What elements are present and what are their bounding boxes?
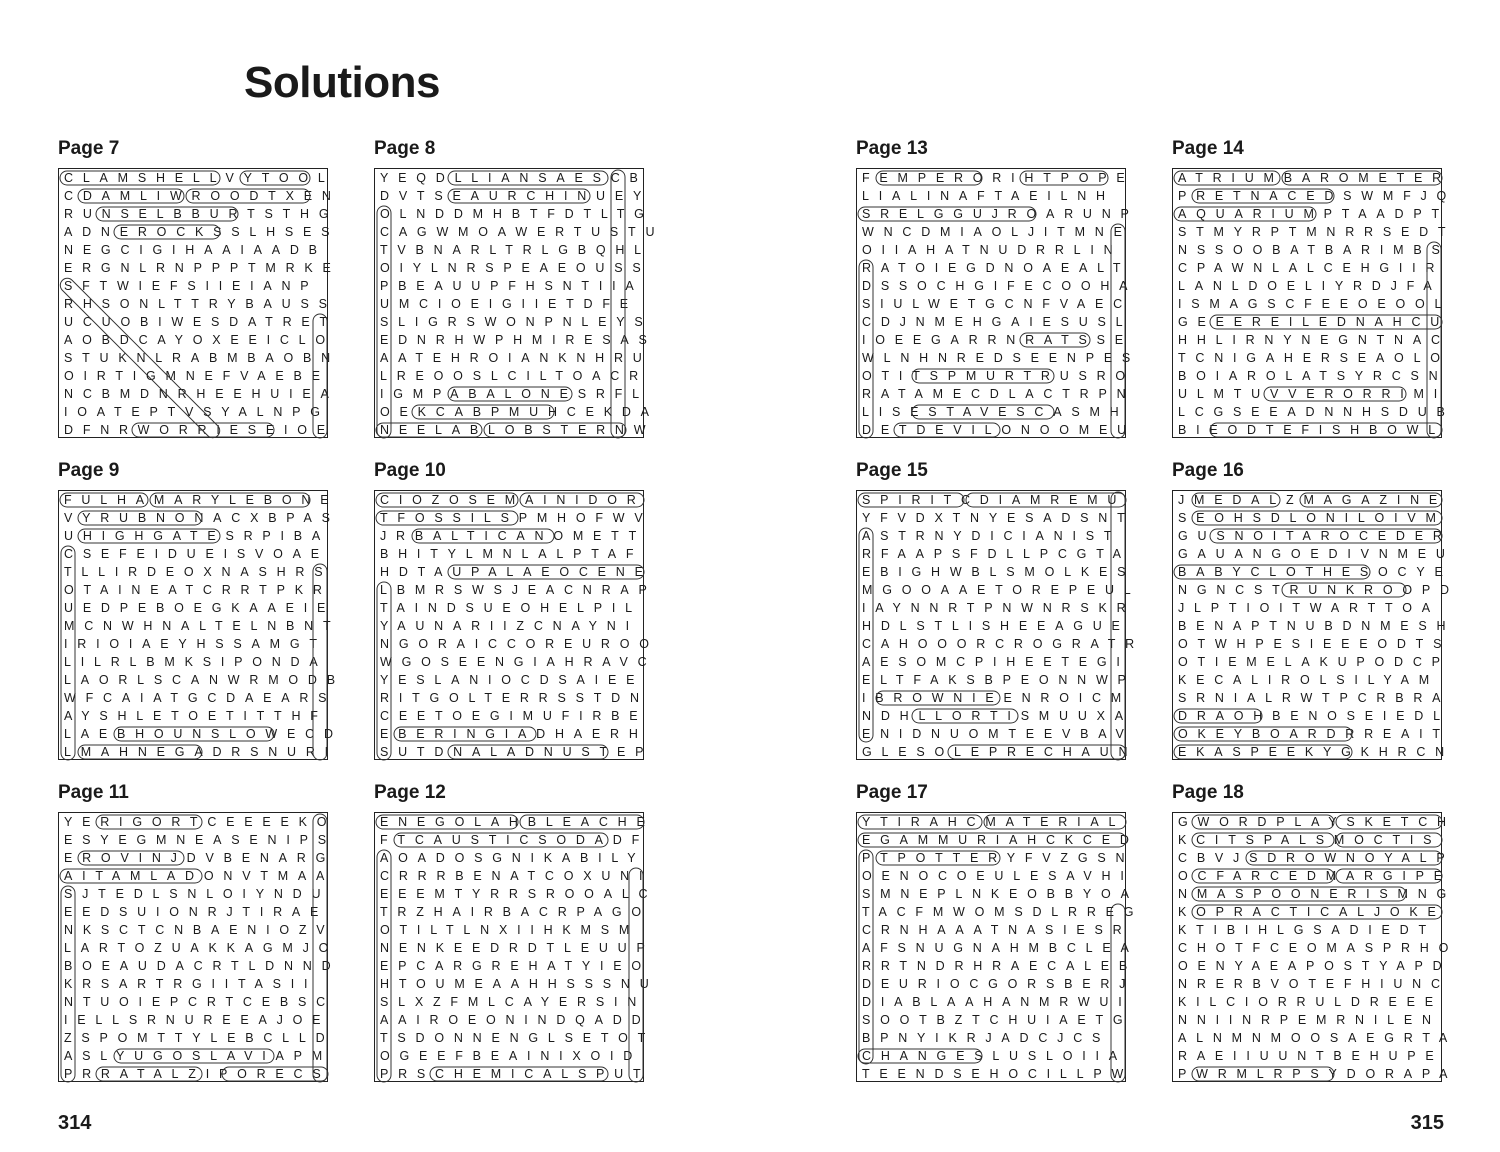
grid-row: GLESOLEPRECHAUN: [862, 745, 1138, 759]
grid-row: YTIRAHCMATERIAL: [862, 815, 1126, 829]
grid-row: EKASPEEKYGKHRCN: [1178, 745, 1454, 759]
grid-row: OCFARCEDMARGIPE: [1178, 869, 1452, 883]
puzzle-block: [856, 782, 1144, 1082]
grid-row: EROVINJDVBENARG: [64, 851, 336, 865]
grid-row: AOADOSGNIKABILY: [380, 851, 646, 865]
grid-row: RITGOLTERRSSTDN: [380, 691, 649, 705]
grid-row: LISESTAVESCASMH: [862, 405, 1129, 419]
grid-row: JRBALTICANOMETT: [380, 529, 647, 543]
puzzle-title: Page 18: [1172, 782, 1244, 803]
grid-row: ULMTUVVERORRIMI: [1178, 387, 1448, 401]
grid-row: HHLIRNYNEGNTNAC: [1178, 333, 1450, 347]
puzzle-title: Page 16: [1172, 460, 1244, 481]
grid-row: OTAINEATCRRTPKR: [64, 583, 332, 597]
grid-row: TSDONNENGLSETOT: [380, 1031, 656, 1045]
grid-row: YFVDXTNYESADSNT: [862, 511, 1135, 525]
grid-row: OIIAHATNUDRRLIN: [862, 243, 1123, 257]
grid-row: LILRLBMKSIPONDA: [64, 655, 328, 669]
grid-row: AAIROEONINDQADD: [380, 1013, 651, 1027]
puzzle-block: [1172, 138, 1457, 438]
grid-row: NEGCIGIHAAIAADB: [64, 243, 327, 257]
grid-row: BIEODTEFISHBOWL: [1178, 423, 1445, 437]
grid-row: GEEEREILEDNAHCU: [1178, 315, 1450, 329]
grid-row: ELTFAKSBPEONNWP: [862, 673, 1136, 687]
grid-row: OKEYBOARDRREAIT: [1178, 727, 1450, 741]
grid-row: PTPOTTERYFVZGSN: [862, 851, 1135, 865]
grid-row: NKSCTCNBAENIOZV: [64, 923, 335, 937]
word-search-grid: [856, 812, 1144, 1082]
grid-row: CHANGESLUSLOIIA: [862, 1049, 1127, 1063]
grid-row: BENAPTNUBDNMESH: [1178, 619, 1456, 633]
grid-row: NDHLLORTISMUUXA: [862, 709, 1133, 723]
grid-row: OEKCABPMUHCEKDA: [380, 405, 659, 419]
grid-row: DEURIOCGORSBERJ: [862, 977, 1136, 991]
grid-row: GWORDPLAYSKETCH: [1178, 815, 1456, 829]
grid-row: EDNRHWPHMIRESAS: [380, 333, 657, 347]
grid-row: RATAMECDLACTRPN: [862, 387, 1136, 401]
grid-row: SLIGRSWONPNLEYS: [380, 315, 653, 329]
grid-row: KRSARTRGIITASII: [64, 977, 318, 991]
grid-row: SIULWETGCNFVAEC: [862, 297, 1132, 311]
grid-row: HDLSTLISHEEAGUE: [862, 619, 1130, 633]
grid-row: CRNHAAATNASIESR: [862, 923, 1132, 937]
grid-row: EEEMTYRRSROOALC: [380, 887, 658, 901]
puzzle-block: [856, 138, 1141, 438]
grid-row: NSSOOBATBARIMBS: [1178, 243, 1450, 257]
grid-row: BABYCLOTHESOCYE: [1178, 565, 1453, 579]
grid-row: DSSOCHGIFECOOHA: [862, 279, 1138, 293]
grid-row: JLPTIOITWARTTOA: [1178, 601, 1440, 615]
page-title: Solutions: [244, 58, 440, 107]
grid-row: SLXZFMLCAYERSIN: [380, 995, 647, 1009]
grid-row: ZSPOMTTYLEBCLLD: [64, 1031, 335, 1045]
grid-row: ATRIUMBAROMETER: [1178, 171, 1451, 185]
grid-row: SUTDNALADNUSTEP: [380, 745, 654, 759]
grid-row: UHIGHGATESRPIBA: [64, 529, 331, 543]
grid-row: IRIOIAEYHSSAMGT: [64, 637, 327, 651]
word-search-grid: [1172, 812, 1459, 1082]
grid-row: AQUARIUMPTAADPT: [1178, 207, 1449, 221]
word-search-grid: [58, 168, 341, 438]
puzzle-block: [58, 460, 345, 760]
grid-row: IGMPABALONESRFL: [380, 387, 649, 401]
grid-row: AITAMLADONVTMAA: [64, 869, 335, 883]
grid-row: PRRATALZIPORECS: [64, 1067, 331, 1081]
grid-row: WGOSEENGIAHRAVC: [380, 655, 657, 669]
grid-row: UCUOBIWESDATRET: [64, 315, 337, 329]
grid-row: NEELABLOBSTERNW: [380, 423, 656, 437]
grid-row: SRNIALRWTPCRBRA: [1178, 691, 1451, 705]
grid-row: CAGWMOAWERTUSTU: [380, 225, 665, 239]
grid-row: PBEAUUPFHSNTIIA: [380, 279, 644, 293]
grid-row: EEDSUIONRJTIRAE: [64, 905, 329, 919]
puzzle-block: [856, 460, 1144, 760]
grid-row: LAEBHOUNSLOWECD: [64, 727, 343, 741]
grid-row: NMASPOONERISMNG: [1178, 887, 1457, 901]
grid-row: FULHAMARYLEBONE: [64, 493, 339, 507]
grid-row: AESOMCPIHEETEGI: [862, 655, 1130, 669]
grid-row: DVTSEAURCHINUEY: [380, 189, 652, 203]
grid-row: SFTWIEFSIIEIANP: [64, 279, 319, 293]
grid-row: NNIINRPEMRNILEN: [1178, 1013, 1441, 1027]
word-search-grid: [58, 490, 345, 760]
grid-row: ADNEROCKSSLHSES: [64, 225, 340, 239]
grid-row: KTIBIHLGSADIEDT: [1178, 923, 1436, 937]
grid-row: MCNWHNALTELNBNT: [64, 619, 341, 633]
grid-row: WFCAIATGCDAEARS: [64, 691, 337, 705]
grid-row: CDJNMEHGAIESUSL: [862, 315, 1133, 329]
grid-row: ERGNLRNPPPTMRKE: [64, 261, 341, 275]
grid-row: SMNEPLNKEOBBYOA: [862, 887, 1139, 901]
grid-row: SPIRITCDIAMREMU: [862, 493, 1127, 507]
grid-row: LREOOSLCILTOACR: [380, 369, 648, 383]
grid-row: ASTRNYDICIANIST: [862, 529, 1122, 543]
grid-row: LBMRSWSJEACNRAP: [380, 583, 657, 597]
word-search-grid: [374, 812, 659, 1082]
puzzle-title: Page 8: [374, 138, 436, 159]
grid-row: BPNYIKRJADCJCS: [862, 1031, 1111, 1045]
puzzle-block: [58, 782, 341, 1082]
puzzle-title: Page 13: [856, 138, 928, 159]
grid-row: CEETOEGIMUFIRBE: [380, 709, 648, 723]
grid-row: ISMAGSCFEEOEOOL: [1178, 297, 1452, 311]
grid-row: KECALIROLSILYAM: [1178, 673, 1439, 687]
grid-row: PRSCHEMICALSPUT: [380, 1067, 651, 1081]
grid-row: CPAWNLALCEHGIIR: [1178, 261, 1445, 275]
grid-row: SEOHSDLONILOIVM: [1178, 511, 1446, 525]
word-search-grid: [58, 812, 341, 1082]
puzzle-title: Page 14: [1172, 138, 1244, 159]
word-search-grid: [856, 168, 1141, 438]
grid-row: CBVJSDROWNOYALP: [1178, 851, 1455, 865]
grid-row: LIALINAFTAEILNH: [862, 189, 1115, 203]
puzzle-block: [374, 460, 659, 760]
grid-row: RAEIIUUNTBEHUPE: [1178, 1049, 1444, 1063]
grid-row: GAUANGOEDIVNMEU: [1178, 547, 1455, 561]
grid-row: TLLIRDEOXNASHRS: [64, 565, 333, 579]
grid-row: ESYEGMNEASENIPS: [64, 833, 336, 847]
grid-row: YAUNARIIZCNAYNI: [380, 619, 639, 633]
grid-row: HDTAUPALAEOCENE: [380, 565, 653, 579]
grid-row: SRELGGUJROARUNP: [862, 207, 1139, 221]
grid-row: PRETNACEDSWMFJQ: [1178, 189, 1457, 203]
grid-row: OTILTLNXIIHKMSM: [380, 923, 640, 937]
grid-row: TEENDSEHOCILLPW: [862, 1067, 1134, 1081]
grid-row: WNCDMIAOLJITMNE: [862, 225, 1132, 239]
grid-row: NRERBVOTEFHIUNC: [1178, 977, 1450, 991]
grid-row: IELLSRNUREEAJOE: [64, 1013, 331, 1027]
grid-row: DIABLAAHANMRWUI: [862, 995, 1132, 1009]
grid-row: EGAMMURIAHCKCED: [862, 833, 1139, 847]
grid-row: OIRTIGMNEFVAEBE: [64, 369, 330, 383]
grid-row: DETDEVILONOOMEU: [862, 423, 1136, 437]
grid-row: LANLDOELIYRDJFA: [1178, 279, 1442, 293]
grid-row: KOPRACTICALJOKE: [1178, 905, 1446, 919]
grid-row: CSEFEIDUEISVOAE: [64, 547, 329, 561]
grid-row: EBERINGIADHAERH: [380, 727, 648, 741]
grid-row: OGEEFBEAINIXOID: [380, 1049, 643, 1063]
grid-row: NGNCSTRUNKROOPD: [1178, 583, 1459, 597]
puzzle-block: [1172, 460, 1459, 760]
grid-row: GUSNOITAROCEDER: [1178, 529, 1452, 543]
grid-row: STUKNLRABMBAOBN: [64, 351, 340, 365]
puzzle-title: Page 9: [58, 460, 120, 481]
grid-row: OTWHPESIEEEODTS: [1178, 637, 1452, 651]
grid-row: CLAMSHELLVYTOOL: [64, 171, 335, 185]
grid-row: RATOIEGDNOAEALT: [862, 261, 1131, 275]
grid-row: LAORLSCANWRMODB: [64, 673, 345, 687]
grid-row: DFNRWORRIESEIOE: [64, 423, 335, 437]
puzzle-title: Page 7: [58, 138, 120, 159]
grid-row: BHITYLMNLALPTAF: [380, 547, 644, 561]
grid-row: RUNSELBBURTSTHG: [64, 207, 339, 221]
grid-row: YEQDLLIANSAESCB: [380, 171, 648, 185]
grid-row: YESLANIOCDSAIEE: [380, 673, 645, 687]
grid-row: IAYNNRTPNWNRSKR: [862, 601, 1136, 615]
grid-row: IOEEGARRNRATSSE: [862, 333, 1133, 347]
puzzle-block: [374, 782, 659, 1082]
grid-row: OLNDDMHBTFDTLTG: [380, 207, 654, 221]
grid-row: HTOUMEAAHHSSSNU: [380, 977, 659, 991]
puzzle-title: Page 17: [856, 782, 928, 803]
grid-row: AYSHLETOETITTHF: [64, 709, 328, 723]
grid-row: SOOTBZTCHUIAETG: [862, 1013, 1133, 1027]
grid-row: TRZHAIRBACRPAGO: [380, 905, 651, 919]
grid-row: NENKEEDRDTLEUUP: [380, 941, 655, 955]
grid-row: ASLYUGOSLAVIAPM: [64, 1049, 332, 1063]
grid-row: ENEGOLAHBLEACHE: [380, 815, 655, 829]
grid-row: FEMPERORIHTPOPE: [862, 171, 1135, 185]
grid-row: TFOSSILSPMHOFWV: [380, 511, 653, 525]
grid-row: EBIGHWBLSMOLKES: [862, 565, 1136, 579]
word-search-grid: [374, 168, 665, 438]
grid-row: PWRMLRPSYDORAPA: [1178, 1067, 1458, 1081]
grid-row: KILCIORRULDREEE: [1178, 995, 1443, 1009]
grid-row: AATEHROIANKNHRU: [380, 351, 652, 365]
grid-row: BOIAROLATSYRCSN: [1178, 369, 1448, 383]
grid-row: AOBDCAYOXEEICLO: [64, 333, 335, 347]
grid-row: CAHOOORCROGRATR: [862, 637, 1144, 651]
grid-row: TVBNARLTRLGBQHL: [380, 243, 651, 257]
grid-row: TACFMWOMSDLRREG: [862, 905, 1144, 919]
grid-row: KCITSPALSMOCTIS: [1178, 833, 1442, 847]
word-search-grid: [856, 490, 1144, 760]
grid-row: LMAHNEGADRSNURI: [64, 745, 338, 759]
grid-row: BOEAUDACRTLDNND: [64, 959, 341, 973]
grid-row: NTUOIEPCRTCEBSC: [64, 995, 335, 1009]
puzzle-title: Page 11: [58, 782, 129, 803]
grid-row: WLNHNREDSEENPES: [862, 351, 1141, 365]
grid-row: RRTNDRHRAECALEB: [862, 959, 1138, 973]
grid-row: TAINDSUEOHELPIL: [380, 601, 642, 615]
grid-row: OIYLNRSPEAEOUSS: [380, 261, 651, 275]
grid-row: JMEDALZMAGAZINE: [1178, 493, 1448, 507]
puzzle-block: [374, 138, 665, 438]
grid-row: FTCAUSTICSODADF: [380, 833, 650, 847]
grid-row: SJTEDLSNLOIYNDU: [64, 887, 331, 901]
grid-row: OENYAEAPOSTYAPD: [1178, 959, 1452, 973]
puzzle-block: [58, 138, 341, 438]
grid-row: VYRUBNONACXBPAS: [64, 511, 340, 525]
grid-row: NCBMDNRHEEHUIEA: [64, 387, 339, 401]
grid-row: LCGSEEADNNHSDUB: [1178, 405, 1455, 419]
grid-row: EPCARGREHATYIEO: [380, 959, 651, 973]
grid-row: TCNIGAHERSEAOLO: [1178, 351, 1450, 365]
grid-row: CDAMLIWROODTXEN: [64, 189, 341, 203]
grid-row: ENIDNUOMTEEVBAV: [862, 727, 1134, 741]
word-search-grid: [1172, 168, 1457, 438]
grid-row: DRAOHBENOSEIEDL: [1178, 709, 1450, 723]
grid-row: LARTOZUAKKAGMJO: [64, 941, 339, 955]
puzzle-title: Page 15: [856, 460, 928, 481]
grid-row: MGOOAAETOREPEUL: [862, 583, 1141, 597]
grid-row: AFSNUGNAHMBCLEA: [862, 941, 1139, 955]
grid-row: UMCIOEIGIIETDFE: [380, 297, 638, 311]
grid-row: OTITSPMURTRUSRO: [862, 369, 1135, 383]
puzzle-title: Page 10: [374, 460, 446, 481]
grid-row: UEDPEBOEGKAAEIE: [64, 601, 336, 615]
grid-row: ALNMNMOOSAEGRTA: [1178, 1031, 1457, 1045]
puzzle-title: Page 12: [374, 782, 446, 803]
grid-row: CIOZOSEMAINIDOR: [380, 493, 646, 507]
grid-row: CHOTFCEOMASPRHO: [1178, 941, 1459, 955]
grid-row: NGORAICCOREUROO: [380, 637, 659, 651]
grid-row: OENOCOEULESAVHI: [862, 869, 1134, 883]
grid-row: IOATEPTVSYALNPG: [64, 405, 330, 419]
grid-row: OTIEMELAKUPODCP: [1178, 655, 1450, 669]
grid-row: RHSONLTTRYBAUSS: [64, 297, 337, 311]
page-number-right: 315: [1410, 1112, 1444, 1134]
grid-row: RFAAPSFDLLPCGTA: [862, 547, 1131, 561]
grid-row: CRRRBENATCOXUNI: [380, 869, 653, 883]
word-search-grid: [374, 490, 659, 760]
grid-row: IBROWNIEENROICM: [862, 691, 1132, 705]
page-number-left: 314: [58, 1112, 92, 1134]
puzzle-block: [1172, 782, 1459, 1082]
grid-row: STMYRPTMNRRSEDT: [1178, 225, 1456, 239]
grid-row: YERIGORTCEEEEKO: [64, 815, 337, 829]
word-search-grid: [1172, 490, 1459, 760]
